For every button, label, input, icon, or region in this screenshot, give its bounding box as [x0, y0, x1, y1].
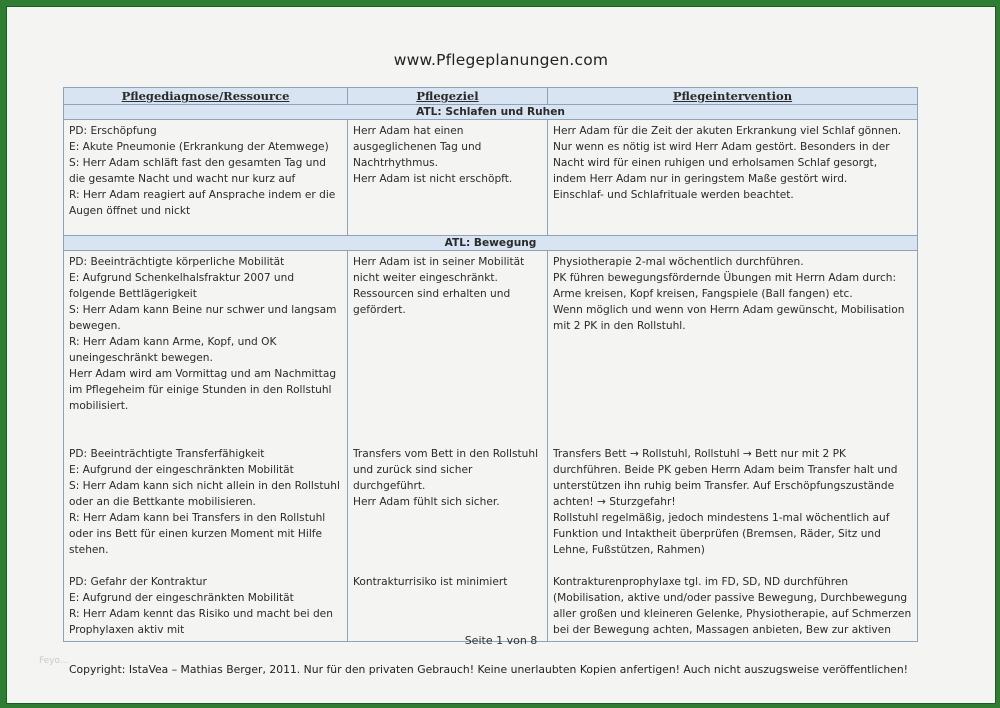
cell-line: [353, 526, 542, 542]
diagnose-cell: [64, 120, 348, 236]
cell-line: und zurück sind sicher: [353, 464, 473, 476]
cell-line: im Pflegeheim für einige Stunden in den Rollstuhl: [69, 384, 332, 396]
cell-line: die gesamte Nacht und wacht nur kurz auf: [69, 173, 296, 185]
cell-line: Transfers vom Bett in den Rollstuhl: [353, 448, 539, 460]
ziel-cell: [348, 251, 548, 642]
cell-line: durchgeführt.: [353, 480, 426, 492]
cell-line: PK führen bewegungsfördernde Übungen mit Herrn Adam durch:: [553, 272, 897, 284]
column-header-diagnose: Pflegediagnose/Ressource: [64, 88, 348, 105]
table-row: [64, 120, 918, 236]
section-title: ATL: Schlafen und Ruhen: [64, 105, 918, 120]
cell-line: Prophylaxen aktiv mit: [69, 624, 185, 636]
section-title: ATL: Bewegung: [64, 236, 918, 251]
cell-line: stehen.: [69, 544, 109, 556]
cell-line: folgende Bettlägerigkeit: [69, 288, 197, 300]
cell-line: E: Aufgrund der eingeschränkten Mobilität: [69, 464, 294, 476]
cell-line: R: Herr Adam kann Arme, Kopf, und OK: [69, 336, 277, 348]
cell-line: [69, 558, 342, 574]
column-header-intervention: Pflegeintervention: [548, 88, 918, 105]
cell-line: R: Herr Adam reagiert auf Ansprache indem er die: [69, 189, 336, 201]
page-frame: [6, 6, 996, 704]
cell-line: [553, 382, 912, 398]
column-header-ziel: Pflegeziel: [348, 88, 548, 105]
cell-line: S: Herr Adam schläft fast den gesamten Tag und: [69, 157, 326, 169]
cell-line: oder ins Bett für einen kurzen Moment mit Hilfe: [69, 528, 323, 540]
copyright-notice: Copyright: IstaVea – Mathias Berger, 2011. Nur für den privaten Gebrauch! Keine unerlaubten Kopien anfertigen! Auch nicht auszugsweise veröffentlichen!: [69, 663, 908, 676]
cell-line: Herr Adam ist nicht erschöpft.: [353, 173, 513, 185]
cell-line: achten! → Sturzgefahr!: [553, 496, 676, 508]
cell-line: [553, 334, 912, 350]
cell-line: [69, 414, 342, 430]
cell-line: Rollstuhl regelmäßig, jedoch mindestens 1-mal wöchentlich auf: [553, 512, 890, 524]
cell-line: E: Aufgrund Schenkelhalsfraktur 2007 und: [69, 272, 295, 284]
cell-line: [553, 398, 912, 414]
care-plan-table: [63, 87, 918, 642]
page-header-url: www.Pflegeplanungen.com: [393, 51, 609, 69]
table-header-row: [64, 88, 918, 105]
cell-line: Herr Adam hat einen: [353, 125, 464, 137]
watermark: Feyo...: [39, 656, 69, 666]
cell-line: bei der Bewegung achten, Massagen anbieten, Bew zur aktiven: [553, 624, 891, 636]
intervention-cell: [548, 120, 918, 236]
cell-line: PD: Beeinträchtigte körperliche Mobilität: [69, 256, 285, 268]
cell-line: (Mobilisation, aktive und/oder passive Bewegung, Durchbewegung: [553, 592, 908, 604]
cell-line: [353, 414, 542, 430]
section-header-row: [64, 236, 918, 251]
cell-line: unterstützen ihn ruhig beim Transfer. Auf Erschöpfungszustände: [553, 480, 895, 492]
cell-line: Herr Adam wird am Vormittag und am Nachmittag: [69, 368, 337, 380]
cell-line: [553, 558, 912, 574]
cell-line: aller großen und kleineren Gelenke, Physiotherapie, auf Schmerzen: [553, 608, 912, 620]
cell-line: Nachtrhythmus.: [353, 157, 439, 169]
cell-line: Funktion und Intaktheit überprüfen (Bremsen, Räder, Sitz und: [553, 528, 881, 540]
cell-line: [353, 318, 542, 334]
cell-line: mit 2 PK in den Rollstuhl.: [553, 320, 686, 332]
section-header-row: [64, 105, 918, 120]
cell-line: Ressourcen sind erhalten und: [353, 288, 511, 300]
cell-line: S: Herr Adam kann sich nicht allein in den Rollstuhl: [69, 480, 340, 492]
cell-line: [553, 414, 912, 430]
cell-line: Physiotherapie 2-mal wöchentlich durchführen.: [553, 256, 804, 268]
cell-line: [353, 398, 542, 414]
cell-line: [353, 510, 542, 526]
cell-line: gefördert.: [353, 304, 406, 316]
cell-line: Herr Adam für die Zeit der akuten Erkrankung viel Schlaf gönnen.: [553, 125, 902, 137]
cell-line: Kontrakturrisiko ist minimiert: [353, 576, 508, 588]
cell-line: Nacht wird für einen ruhigen und erholsamen Schlaf gesorgt,: [553, 157, 878, 169]
cell-line: oder an die Bettkante mobilisieren.: [69, 496, 256, 508]
cell-line: E: Akute Pneumonie (Erkrankung der Atemwege): [69, 141, 329, 153]
cell-line: [353, 542, 542, 558]
cell-line: PD: Erschöpfung: [69, 125, 157, 137]
cell-line: Transfers Bett → Rollstuhl, Rollstuhl → Bett nur mit 2 PK: [553, 448, 846, 460]
cell-line: [353, 366, 542, 382]
cell-line: ausgeglichenen Tag und: [353, 141, 482, 153]
cell-line: Einschlaf- und Schlafrituale werden beachtet.: [553, 189, 794, 201]
ziel-cell: [348, 120, 548, 236]
cell-line: [553, 366, 912, 382]
cell-line: [553, 430, 912, 446]
cell-line: Lehne, Fußstützen, Rahmen): [553, 544, 705, 556]
diagnose-cell: [64, 251, 348, 642]
cell-line: indem Herr Adam nur in geringstem Maße gestört wird.: [553, 173, 848, 185]
cell-line: [353, 558, 542, 574]
cell-line: R: Herr Adam kennt das Risiko und macht bei den: [69, 608, 333, 620]
cell-line: R: Herr Adam kann bei Transfers in den Rollstuhl: [69, 512, 326, 524]
cell-line: [353, 430, 542, 446]
cell-line: S: Herr Adam kann Beine nur schwer und langsam: [69, 304, 337, 316]
cell-line: uneingeschränkt bewegen.: [69, 352, 213, 364]
cell-line: nicht weiter eingeschränkt.: [353, 272, 498, 284]
cell-line: Herr Adam fühlt sich sicher.: [353, 496, 500, 508]
cell-line: [353, 350, 542, 366]
cell-line: Herr Adam ist in seiner Mobilität: [353, 256, 525, 268]
cell-line: PD: Beeinträchtigte Transferfähigkeit: [69, 448, 265, 460]
page-number: Seite 1 von 8: [464, 634, 538, 647]
cell-line: Nur wenn es nötig ist wird Herr Adam gestört. Besonders in der: [553, 141, 890, 153]
cell-line: [69, 430, 342, 446]
cell-line: Augen öffnet und nickt: [69, 205, 191, 217]
cell-line: durchführen. Beide PK geben Herrn Adam beim Transfer halt und: [553, 464, 898, 476]
cell-line: [353, 334, 542, 350]
intervention-cell: [548, 251, 918, 642]
cell-line: bewegen.: [69, 320, 121, 332]
cell-line: Wenn möglich und wenn von Herrn Adam gewünscht, Mobilisation: [553, 304, 905, 316]
cell-line: PD: Gefahr der Kontraktur: [69, 576, 207, 588]
cell-line: [353, 382, 542, 398]
cell-line: mobilisiert.: [69, 400, 129, 412]
cell-line: Kontrakturenprophylaxe tgl. im FD, SD, ND durchführen: [553, 576, 849, 588]
cell-line: E: Aufgrund der eingeschränkten Mobilität: [69, 592, 294, 604]
table-row: [64, 251, 918, 642]
cell-line: Arme kreisen, Kopf kreisen, Fangspiele (Ball fangen) etc.: [553, 288, 853, 300]
cell-line: [553, 350, 912, 366]
